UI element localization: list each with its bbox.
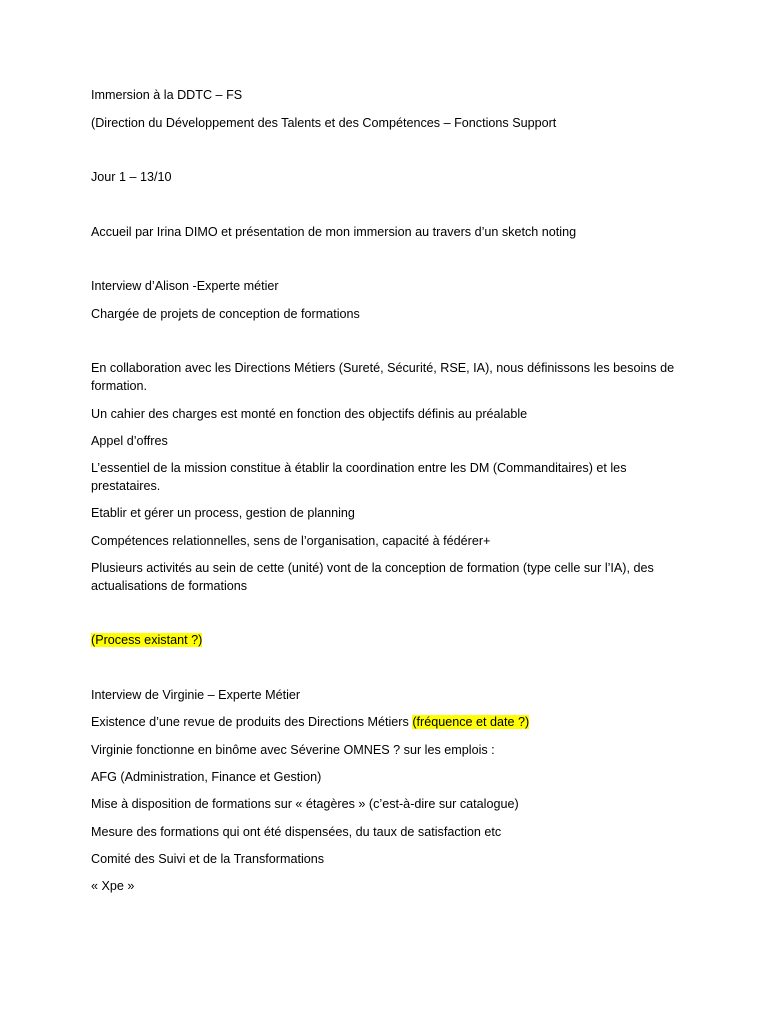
interview-virginie-heading: Interview de Virginie – Experte Métier [91,688,301,702]
welcome-paragraph: Accueil par Irina DIMO et présentation de mon immersion au travers d’un sketch noting [91,225,577,239]
appel-offres-paragraph: Appel d’offres [91,434,168,448]
cahier-des-charges-paragraph: Un cahier des charges est monté en fonction des objectifs définis au préalable [91,407,528,421]
revue-question-highlight: (fréquence et date ?) [412,715,530,729]
revue-text: Existence d’une revue de produits des Directions Métiers [91,715,413,729]
process-paragraph: Etablir et gérer un process, gestion de planning [91,506,355,520]
revue-paragraph [91,713,691,731]
process-question-highlight: (Process existant ?) [91,633,203,647]
document-title: Immersion à la DDTC – FS [91,88,243,102]
mission-paragraph: L’essentiel de la mission constitue à établir la coordination entre les DM (Commanditaires) et les prestataires. [91,461,627,493]
document-subtitle: (Direction du Développement des Talents et des Compétences – Fonctions Support [91,116,557,130]
interview-alison-heading: Interview d’Alison -Experte métier [91,279,279,293]
mesure-paragraph: Mesure des formations qui ont été dispensées, du taux de satisfaction etc [91,825,502,839]
binome-paragraph: Virginie fonctionne en binôme avec Séverine OMNES ? sur les emplois : [91,743,495,757]
process-question [91,631,691,649]
comite-paragraph: Comité des Suivi et de la Transformations [91,852,325,866]
activites-paragraph: Plusieurs activités au sein de cette (unité) vont de la conception de formation (type celle sur l’IA), des actualisations de formations [91,561,654,593]
afg-paragraph: AFG (Administration, Finance et Gestion) [91,770,322,784]
mise-disposition-paragraph: Mise à disposition de formations sur « étagères » (c’est-à-dire sur catalogue) [91,797,519,811]
competences-paragraph: Compétences relationnelles, sens de l’organisation, capacité à fédérer+ [91,534,491,548]
xpe-paragraph: « Xpe » [91,879,135,893]
collaboration-paragraph: En collaboration avec les Directions Métiers (Sureté, Sécurité, RSE, IA), nous définissons les besoins de formation. [91,361,675,393]
alison-role: Chargée de projets de conception de formations [91,307,360,321]
day-heading: Jour 1 – 13/10 [91,170,172,184]
